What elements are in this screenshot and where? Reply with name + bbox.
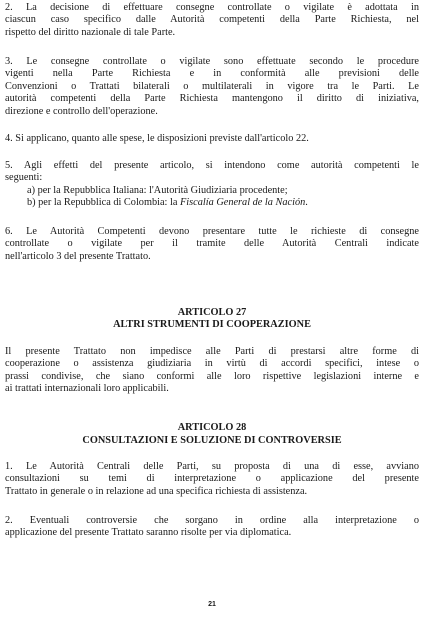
article-28-paragraph-1 <box>5 461 419 498</box>
text-line: Il presente Trattato non impedisce alle Parti di prestarsi altre forme di <box>5 346 419 357</box>
text-line: 5. Agli effetti del presente articolo, si intendono come autorità competenti le <box>5 160 419 171</box>
text-line: 1. Le Autorità Centrali delle Parti, su proposta di una di esse, avviano <box>5 461 419 472</box>
text-line: Trattato in generale o in relazione ad una specifica richiesta di assistenza. <box>5 485 308 497</box>
text-line: 2. La decisione di effettuare consegne controllate o vigilate è adottata in <box>5 2 419 13</box>
text-line: seguenti: <box>5 172 43 184</box>
text-line: 6. Le Autorità Competenti devono presentare tutte le richieste di consegne <box>5 226 419 237</box>
article-27-number: ARTICOLO 27 <box>177 307 247 318</box>
text-line: vigenti nella Parte Richiesta e in conformità alle previsioni delle <box>5 68 419 80</box>
paragraph-4 <box>5 133 419 145</box>
text-line: consultazioni su temi di interpretazione o applicazione del presente <box>5 473 419 485</box>
list-item-b-suffix: . <box>305 197 308 209</box>
text-line: ai trattati internazionali loro applicabili. <box>5 383 169 395</box>
list-item-a: a) per la Repubblica Italiana: l'Autorità Giudiziaria procedente; <box>27 184 288 196</box>
text-line: Convenzioni o Trattati bilaterali o multilaterali in vigore tra le Parti. Le <box>5 80 419 92</box>
text-line: direzione e controllo dell'operazione. <box>5 105 158 117</box>
text-line: ciascun caso specifico dalle Autorità competenti della Parte Richiesta, nel <box>5 14 419 26</box>
article-27-paragraph <box>5 346 419 396</box>
paragraph-6 <box>5 226 419 263</box>
paragraph-2 <box>5 2 419 39</box>
list-item-b-italic: Fiscalía General de la Nación <box>180 197 306 209</box>
text-line: 4. Si applicano, quanto alle spese, le disposizioni previste dall'articolo 22. <box>5 133 309 144</box>
text-line: prassi condivise, che siano conformi alle loro rispettive legislazioni interne e <box>5 370 419 382</box>
article-27-title: ALTRI STRUMENTI DI COOPERAZIONE <box>113 319 311 330</box>
paragraph-3 <box>5 56 419 118</box>
text-line: 2. Eventuali controversie che sorgano in ordine alla interpretazione o <box>5 515 419 526</box>
text-line: controllate o vigilate per il tramite delle Autorità Centrali indicate <box>5 238 419 250</box>
page-number: 21 <box>208 601 216 608</box>
article-28-number: ARTICOLO 28 <box>177 422 247 433</box>
list-item-b-prefix: b) per la Repubblica di Colombia: la <box>27 197 180 209</box>
text-line: nell'articolo 3 del presente Trattato. <box>5 250 151 262</box>
text-line: cooperazione o assistenza giudiziaria in virtù di accordi specifici, intese o <box>5 358 419 370</box>
text-line: rispetto del diritto nazionale di tale Parte. <box>5 26 176 38</box>
list-item-b <box>5 197 419 209</box>
text-line: applicazione del presente Trattato saranno risolte per via diplomatica. <box>5 527 292 539</box>
text-line: autorità competenti della Parte Richiesta mantengono il diritto di iniziativa, <box>5 93 419 105</box>
text-line: 3. Le consegne controllate o vigilate sono effettuate secondo le procedure <box>5 56 419 67</box>
article-28-title: CONSULTAZIONI E SOLUZIONE DI CONTROVERSIE <box>82 435 342 446</box>
paragraph-5 <box>5 160 419 210</box>
article-28-paragraph-2 <box>5 515 419 540</box>
